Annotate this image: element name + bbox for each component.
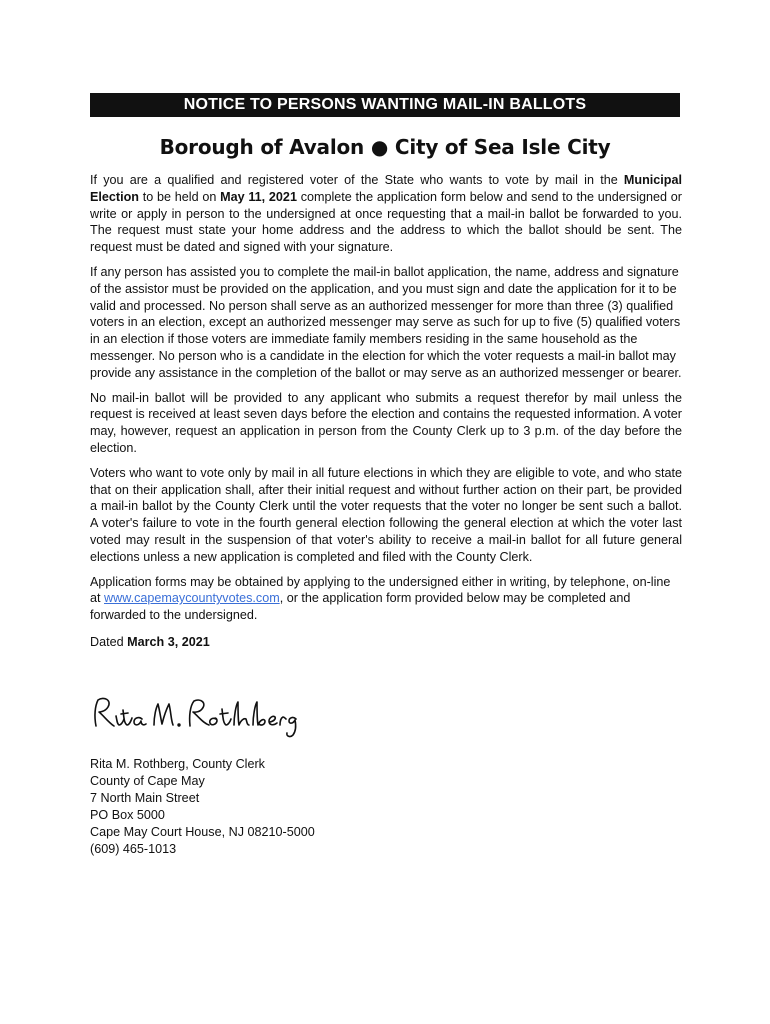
election-date: May 11, 2021 <box>220 189 297 204</box>
notice-body <box>90 172 682 659</box>
clerk-address-block <box>90 756 490 858</box>
dated-date: March 3, 2021 <box>127 634 210 649</box>
city-state-zip: Cape May Court House, NJ 08210-5000 <box>90 825 315 839</box>
paragraph-future-elections: Voters who want to vote only by mail in all future elections in which they are eligible to vote, and who state that on their application shall, after their initial request and without further action on their part, be provided a mail-in ballot by the County Clerk until the voter requests that the voter no longer be sent such a ballot. A voter's failure to vote in the fourth general election following the general election at which the voter last voted may result in the suspension of that voter's ability to receive a mail-in ballot for all future general elections unless a new application is completed and filed with the County Clerk. <box>90 465 682 564</box>
paragraph-text: complete the application form below and send to the undersigned or write or apply in person to the undersigned at once requesting that a mail-in ballot be forwarded to you. The request must state your home address and the address to which the ballot should be sent. The request must be dated and signed with your signature. <box>90 189 683 255</box>
paragraph-text: If you are a qualified and registered voter of the State who wants to vote by mail in the <box>90 173 624 187</box>
po-box: PO Box 5000 <box>90 808 165 822</box>
street-address: 7 North Main Street <box>90 791 200 805</box>
paragraph-text: to be held on <box>139 189 221 204</box>
clerk-name: Rita M. Rothberg, County Clerk <box>90 757 265 771</box>
county-name: County of Cape May <box>90 774 205 788</box>
election-name: Municipal Election <box>90 173 682 204</box>
document-title: Borough of Avalon ● City of Sea Isle City <box>159 135 611 159</box>
notice-banner: NOTICE TO PERSONS WANTING MAIL-IN BALLOTS <box>90 93 680 117</box>
dated-label: Dated <box>90 634 128 649</box>
paragraph-application-forms <box>90 574 682 624</box>
paragraph-assistor: If any person has assisted you to complete the mail-in ballot application, the name, address and signature of the assistor must be provided on the application, and you must sign and date the application for it to be valid and processed. No person shall serve as an authorized messenger for more than three (3) qualified voters in an election, except an authorized messenger may serve as such for up to five (5) qualified voters in an election if those voters are immediate family members residing in the same household as the messenger. No person who is a candidate in the election for which the voter requests a mail-in ballot may provide any assistance in the completion of the ballot or may serve as an authorized messenger or bearer. <box>90 264 682 380</box>
paragraph-text: , or the application form provided below may be completed and forwarded to the undersigned. <box>90 591 631 623</box>
website-link[interactable]: www.capemaycountyvotes.com <box>104 591 280 606</box>
phone-number: (609) 465-1013 <box>90 842 177 856</box>
paragraph-eligibility <box>90 172 682 256</box>
signature-image <box>90 692 310 740</box>
paragraph-text: Application forms may be obtained by applying to the undersigned either in writing, by telephone, on-line at <box>90 574 671 606</box>
paragraph-deadline: No mail-in ballot will be provided to any applicant who submits a request therefor by mail unless the request is received at least seven days before the election and contains the requested information. A voter may, however, request an application in person from the County Clerk up to 3 p.m. of the day before the election. <box>90 390 682 455</box>
dated-line <box>90 634 682 651</box>
